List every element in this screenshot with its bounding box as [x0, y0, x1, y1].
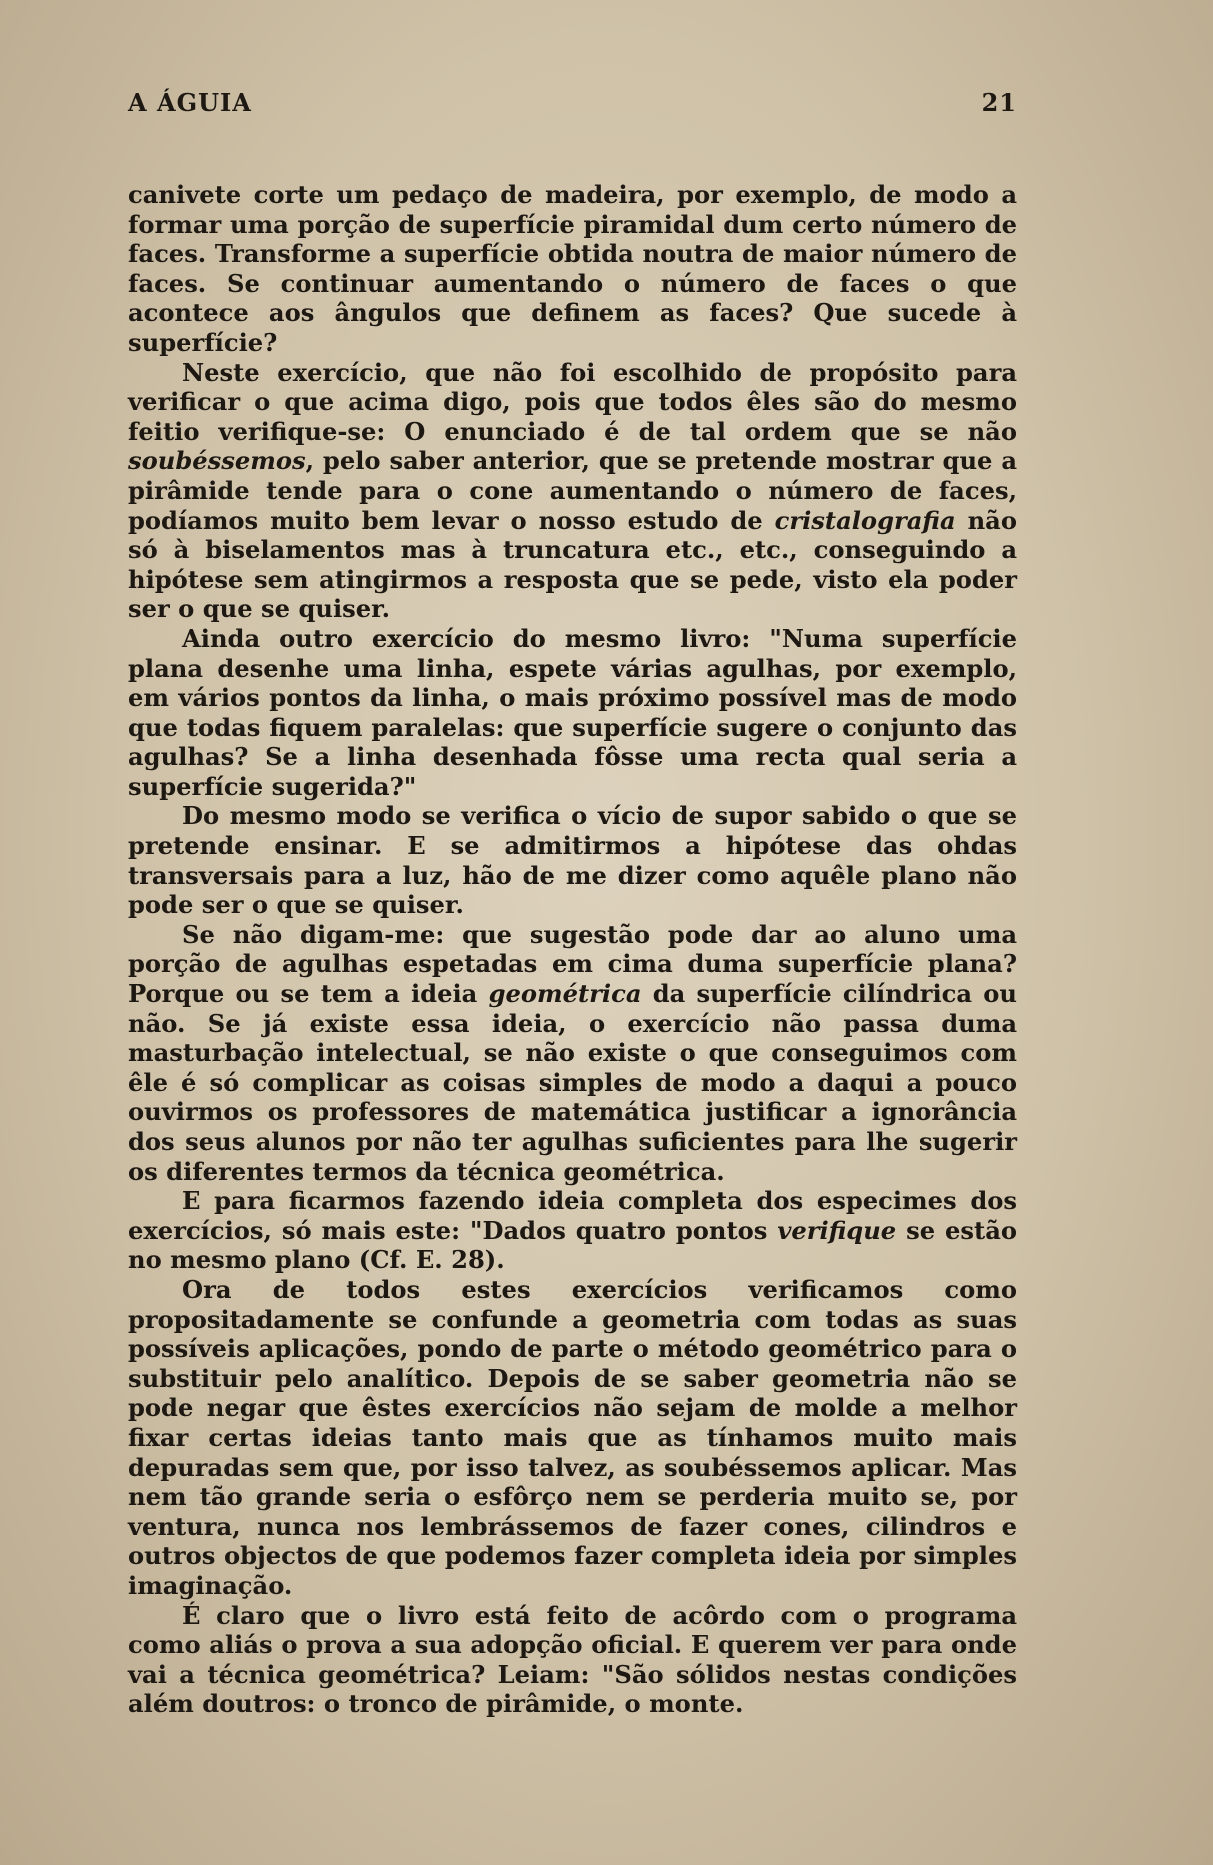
paragraph-1: canivete corte um pedaço de madeira, por exemplo, de modo a formar uma porção de superfície piramidal dum certo número de faces. Transforme a superfície obtida noutra de maior número de faces. Se continuar aumentando o número de faces o que acontece aos ângulos que definem as faces? Que sucede à superfície?	[128, 180, 1017, 357]
paragraph-2-part-3: não só à biselamentos mas à truncatura etc., etc., conseguindo a hipótese sem atingirmos a resposta que se pede, visto ela poder ser o que se quiser.	[128, 505, 1017, 624]
paragraph-6-emphasis-1: verifique	[777, 1215, 897, 1245]
paragraph-3: Ainda outro exercício do mesmo livro: "Numa superfície plana desenhe uma linha, espete várias agulhas, por exemplo, em vários pontos da linha, o mais próximo possível mas de modo que todas fiquem paralelas: que superfície sugere o conjunto das agulhas? Se a linha desenhada fôsse uma recta qual seria a superfície sugerida?"	[128, 623, 1017, 801]
running-head	[128, 88, 1017, 132]
paragraph-2	[128, 358, 1017, 624]
paragraph-2-emphasis-1: soubéssemos	[128, 446, 306, 476]
paragraph-2-emphasis-2: cristalografia	[774, 505, 956, 535]
paragraph-6-part-1: E para ficarmos fazendo ideia completa dos especimes dos exercícios, só mais este: "Dados quatro pontos	[128, 1186, 1017, 1245]
paragraph-5-emphasis-1: geométrica	[488, 979, 642, 1009]
paragraph-4: Do mesmo modo se verifica o vício de supor sabido o que se pretende ensinar. E se admitirmos a hipótese das ohdas transversais para a luz, hão de me dizer como aquêle plano não pode ser o que se quiser.	[128, 801, 1017, 920]
paragraph-6-part-2: se estão no mesmo plano (Cf. E. 28).	[128, 1215, 1017, 1275]
paragraph-5-part-2: da superfície cilíndrica ou não. Se já existe essa ideia, o exercício não passa duma masturbação intelectual, se não existe o que conseguimos com êle é só complicar as coisas simples de modo a daqui a pouco ouvirmos os professores de matemática justificar a ignorância dos seus alunos por não ter agulhas suficientes para lhe sugerir os diferentes termos da técnica geométrica.	[128, 979, 1017, 1186]
paragraph-5	[128, 920, 1017, 1186]
paragraph-7: Ora de todos estes exercícios verificamos como propositadamente se confunde a geometria com todas as suas possíveis aplicações, pondo de parte o método geométrico para o substituir pelo analítico. Depois de se saber geometria não se pode negar que êstes exercícios não sejam de molde a melhor fixar certas ideias tanto mais que as tínhamos muito mais depuradas sem que, por isso talvez, as soubéssemos aplicar. Mas nem tão grande seria o esfôrço nem se perderia muito se, por ventura, nunca nos lembrássemos de fazer cones, cilindros e outros objectos de que podemos fazer completa ideia por simples imaginação.	[128, 1274, 1017, 1600]
paragraph-6	[128, 1186, 1017, 1275]
running-title: A ÁGUIA	[128, 88, 252, 117]
paragraph-2-part-2: , pelo saber anterior, que se pretende mostrar que a pirâmide tende para o cone aumentando o número de faces, podíamos muito bem levar o nosso estudo de	[128, 446, 1017, 535]
paragraph-5-part-1: Se não digam-me: que sugestão pode dar ao aluno uma porção de agulhas espetadas em cima duma superfície plana? Porque ou se tem a ideia	[128, 919, 1017, 1009]
page-number: 21	[981, 88, 1017, 117]
paragraph-8: É claro que o livro está feito de acôrdo com o programa como aliás o prova a sua adopção oficial. E querem ver para onde vai a técnica geométrica? Leiam: "São sólidos nestas condições além doutros: o tronco de pirâmide, o monte.	[128, 1600, 1017, 1719]
body-text	[128, 180, 1017, 1719]
paragraph-2-part-1: Neste exercício, que não foi escolhido de propósito para verificar o que acima digo, pois que todos êles são do mesmo feitio verifique-se: O enunciado é de tal ordem que se não	[128, 357, 1017, 446]
